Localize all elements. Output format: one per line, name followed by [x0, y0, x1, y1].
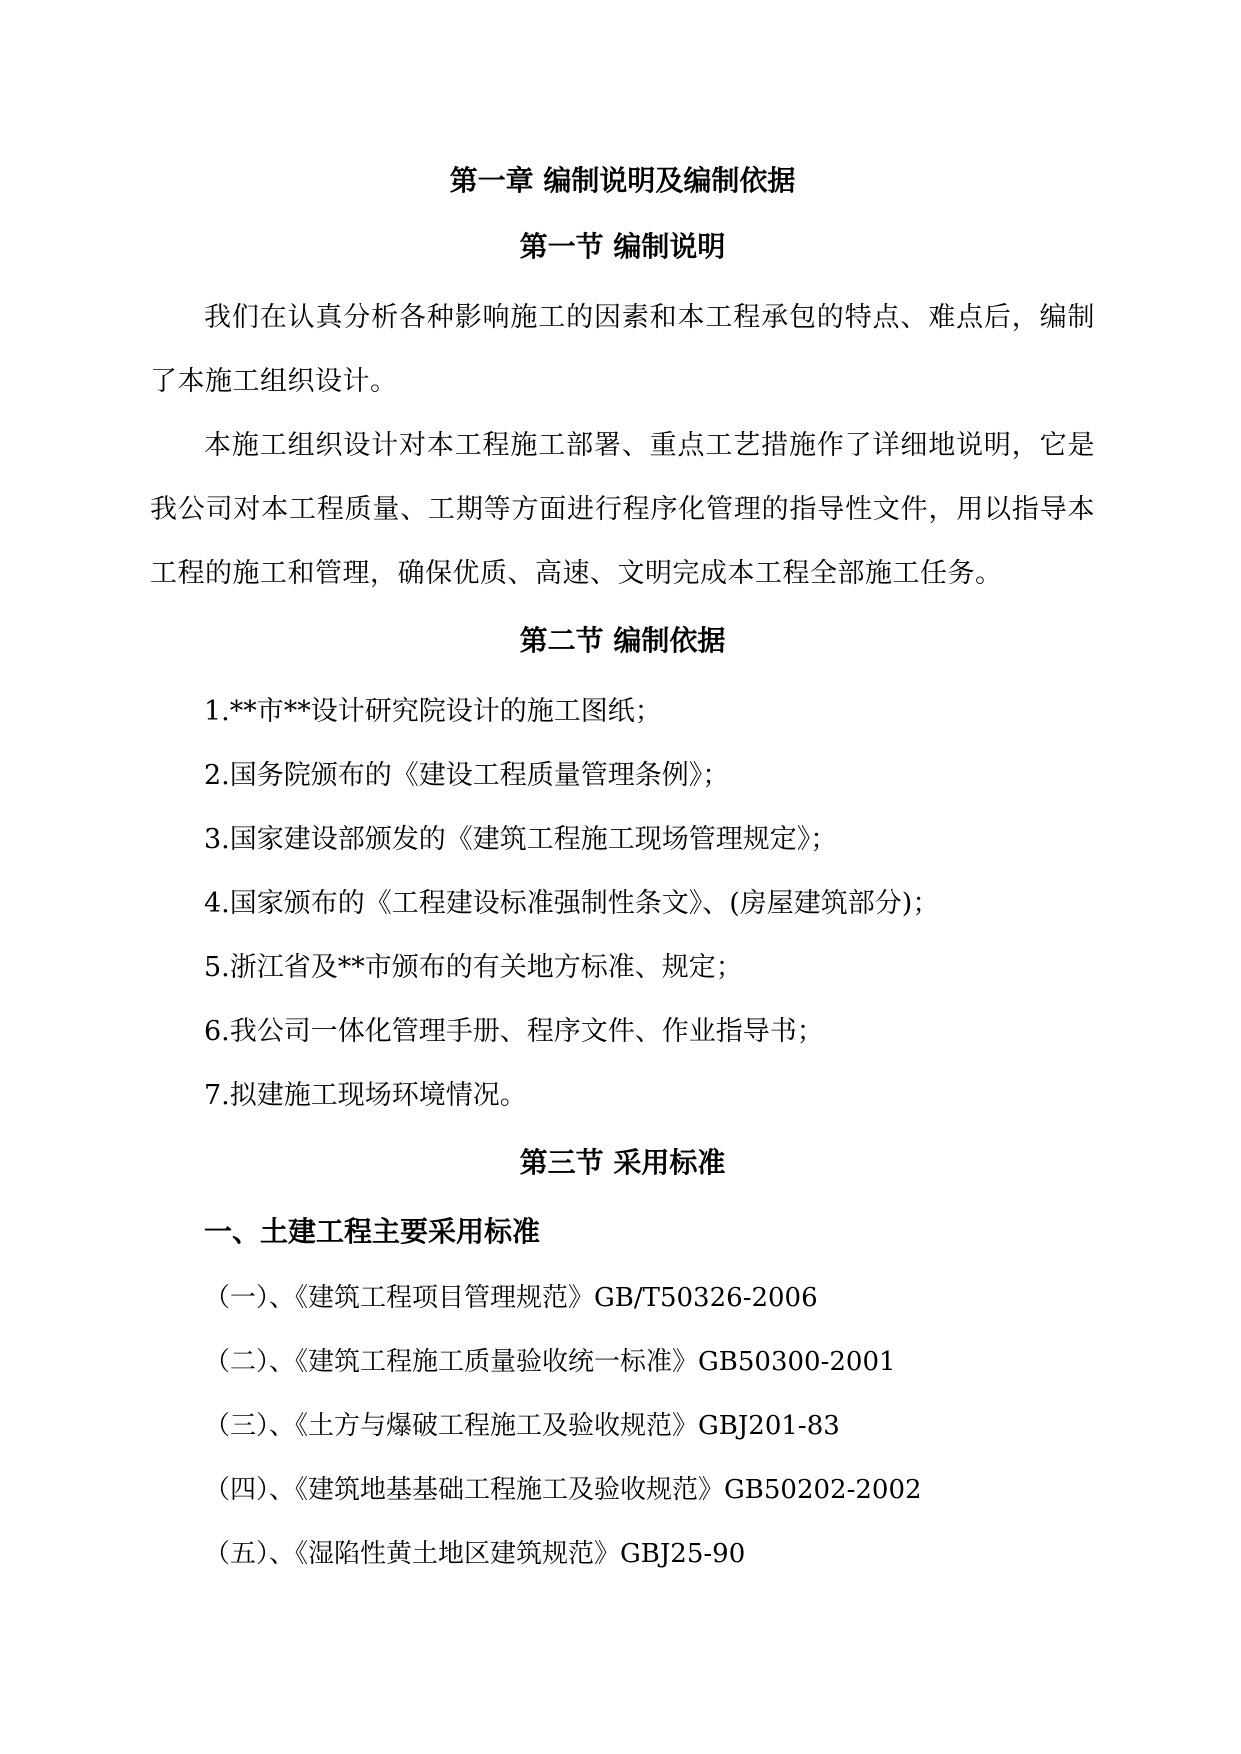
basis-list — [150, 680, 1095, 1128]
list-item: 6.我公司一体化管理手册、程序文件、作业指导书； — [204, 1016, 824, 1047]
list-item: 1.**市**设计研究院设计的施工图纸； — [204, 696, 662, 727]
list-item: 3.国家建设部颁发的《建筑工程施工现场管理规定》； — [204, 824, 838, 855]
section-title-3: 第三节 采用标准 — [519, 1146, 726, 1179]
list-item: （一）、《建筑工程项目管理规范》GB/T50326-2006 — [204, 1283, 818, 1313]
list-item: （五）、《湿陷性黄土地区建筑规范》GBJ25-90 — [204, 1539, 746, 1569]
paragraph-2: 本施工组织设计对本工程施工部署、重点工艺措施作了详细地说明，它是我公司对本工程质量、工期等方面进行程序化管理的指导性文件，用以指导本工程的施工和管理，确保优质、高速、文明完成本工程全部施工任务。 — [150, 430, 1095, 589]
chapter-title: 第一章 编制说明及编制依据 — [449, 164, 796, 197]
list-item: （四）、《建筑地基基础工程施工及验收规范》GB50202-2002 — [204, 1475, 922, 1505]
list-item: 4.国家颁布的《工程建设标准强制性条文》、(房屋建筑部分)； — [204, 888, 940, 919]
list-item: （二）、《建筑工程施工质量验收统一标准》GB50300-2001 — [204, 1347, 896, 1377]
list-item: 7.拟建施工现场环境情况。 — [204, 1080, 527, 1111]
standards-list — [150, 1266, 1095, 1586]
section-title-1: 第一节 编制说明 — [519, 230, 726, 263]
section-title-2: 第二节 编制依据 — [519, 624, 726, 657]
list-item: 5.浙江省及**市颁布的有关地方标准、规定； — [204, 952, 743, 983]
document-content — [150, 156, 1095, 1586]
sub-heading: 一、土建工程主要采用标准 — [204, 1215, 541, 1248]
list-item: 2.国务院颁布的《建设工程质量管理条例》； — [204, 760, 730, 791]
list-item: （三）、《土方与爆破工程施工及验收规范》GBJ201-83 — [204, 1411, 840, 1441]
paragraph-1: 我们在认真分析各种影响施工的因素和本工程承包的特点、难点后，编制了本施工组织设计。 — [150, 302, 1095, 397]
